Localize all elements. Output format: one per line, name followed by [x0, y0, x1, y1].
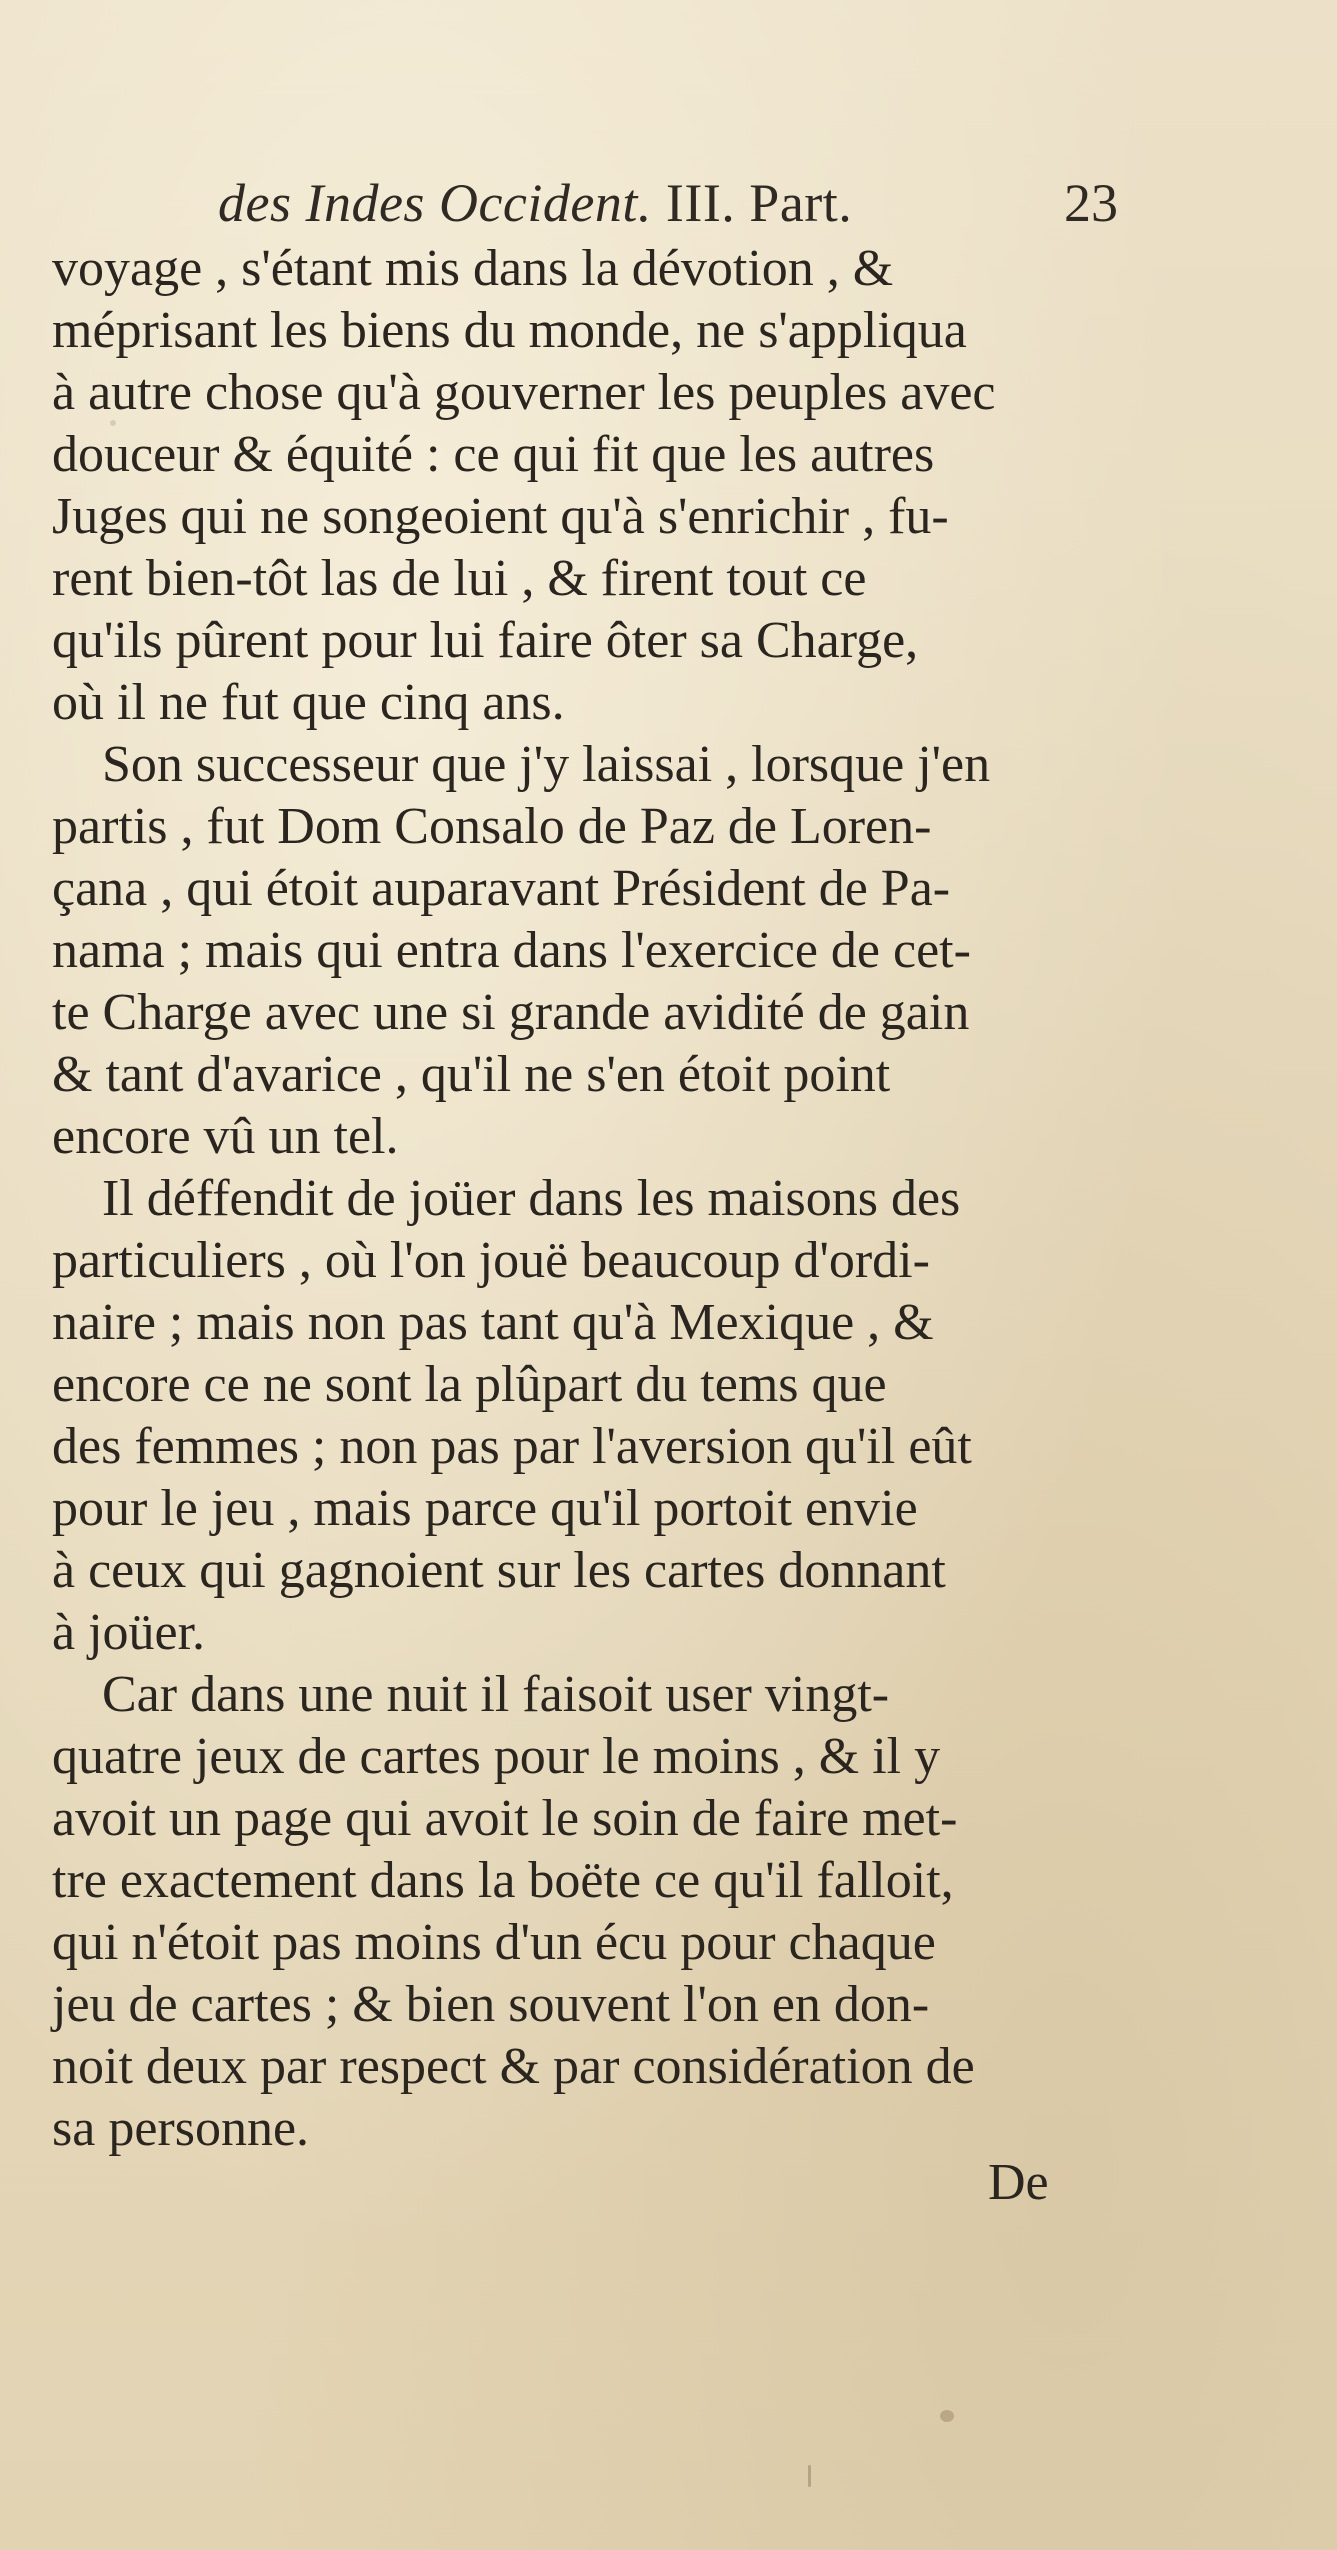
text-line: qu'ils pûrent pour lui faire ôter sa Charge,	[52, 612, 919, 669]
text-line: qui n'étoit pas moins d'un écu pour chaque	[52, 1914, 936, 1971]
text-line: des femmes ; non pas par l'aversion qu'il eût	[52, 1418, 972, 1475]
text-line: Juges qui ne songeoient qu'à s'enrichir , fu-	[52, 488, 949, 545]
text-line: Car dans une nuit il faisoit user vingt-	[102, 1666, 890, 1723]
text-line: particuliers , où l'on jouë beaucoup d'ordi-	[52, 1232, 930, 1289]
text-line: encore ce ne sont la plûpart du tems que	[52, 1356, 887, 1413]
page-number: 23	[1064, 173, 1118, 233]
catchword: De	[988, 2154, 1049, 2211]
part-number: III. Part.	[665, 173, 853, 233]
text-line: tre exactement dans la boëte ce qu'il falloit,	[52, 1852, 954, 1909]
text-line: & tant d'avarice , qu'il ne s'en étoit point	[52, 1046, 891, 1103]
text-line: voyage , s'étant mis dans la dévotion , &	[52, 240, 894, 297]
text-line: pour le jeu , mais parce qu'il portoit envie	[52, 1480, 918, 1537]
text-line: à joüer.	[52, 1604, 206, 1661]
paper-spot	[808, 2465, 811, 2487]
page-header	[218, 168, 1118, 238]
text-line: à ceux qui gagnoient sur les cartes donnant	[52, 1542, 946, 1599]
text-line: jeu de cartes ; & bien souvent l'on en don-	[52, 1976, 930, 2033]
running-title	[218, 168, 852, 238]
text-line: partis , fut Dom Consalo de Paz de Loren-	[52, 798, 932, 855]
text-line: noit deux par respect & par considération de	[52, 2038, 975, 2095]
text-line: quatre jeux de cartes pour le moins , & il y	[52, 1728, 941, 1785]
text-line: sa personne.	[52, 2100, 310, 2157]
text-line: encore vû un tel.	[52, 1108, 399, 1165]
paper-spot	[940, 2410, 954, 2422]
text-line: Son successeur que j'y laissai , lorsque j'en	[102, 736, 991, 793]
text-line: rent bien-tôt las de lui , & firent tout ce	[52, 550, 867, 607]
text-line: nama ; mais qui entra dans l'exercice de cet-	[52, 922, 971, 979]
running-title-text: des Indes Occident.	[218, 173, 652, 233]
text-line: avoit un page qui avoit le soin de faire met-	[52, 1790, 958, 1847]
text-line: à autre chose qu'à gouverner les peuples avec	[52, 364, 996, 421]
text-line: te Charge avec une si grande avidité de gain	[52, 984, 970, 1041]
text-line: Il déffendit de joüer dans les maisons des	[102, 1170, 961, 1227]
text-line: douceur & équité : ce qui fit que les autres	[52, 426, 935, 483]
text-line: çana , qui étoit auparavant Président de Pa-	[52, 860, 951, 917]
text-line: naire ; mais non pas tant qu'à Mexique , &	[52, 1294, 934, 1351]
text-line: méprisant les biens du monde, ne s'appliqua	[52, 302, 967, 359]
text-line: où il ne fut que cinq ans.	[52, 674, 565, 731]
